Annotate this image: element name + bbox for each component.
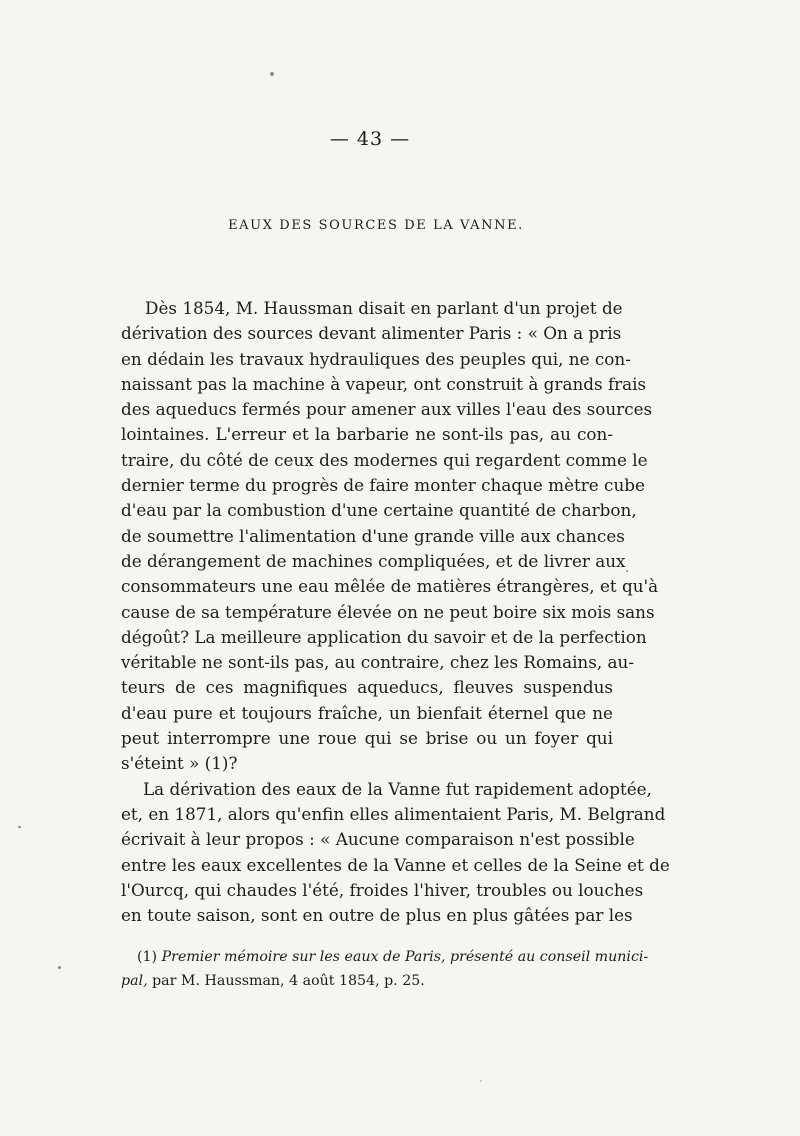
text-line: de dérangement de machines compliquées, et de livrer aux [121, 550, 626, 571]
text-line: La dérivation des eaux de la Vanne fut rapidement adoptée, [143, 778, 652, 799]
text-line: de soumettre l'alimentation d'une grande ville aux chances [121, 525, 625, 546]
text-line: d'eau pure et toujours fraîche, un bienfait éternel que ne [121, 702, 613, 723]
text-line: écrivait à leur propos : « Aucune comparaison n'est possible [121, 829, 635, 850]
text-line: traire, du côté de ceux des modernes qui regardent comme le [121, 449, 648, 470]
footnote-title-continued: pal, [121, 973, 148, 989]
text-line: peut interrompre une roue qui se brise ou un foyer qui [121, 728, 613, 749]
text-line: teurs de ces magnifiques aqueducs, fleuves suspendus [121, 677, 613, 698]
text-line: dernier terme du progrès de faire monter chaque mètre cube [121, 475, 645, 496]
text-line: lointaines. L'erreur et la barbarie ne sont-ils pas, au con- [121, 424, 613, 445]
text-line: Dès 1854, M. Haussman disait en parlant d'un projet de [145, 298, 623, 318]
footnote-title: Premier mémoire sur les eaux de Paris, présenté au conseil munici- [161, 949, 649, 965]
text-line: en dédain les travaux hydrauliques des peuples qui, ne con- [121, 348, 631, 369]
paper-speck [270, 72, 274, 76]
text-line: l'Ourcq, qui chaudes l'été, froides l'hiver, troubles ou louches [121, 879, 644, 900]
paper-speck [18, 826, 21, 828]
text-line: consommateurs une eau mêlée de matières étrangères, et qu'à [121, 576, 659, 597]
footnote-citation: par M. Haussman, 4 août 1854, p. 25. [147, 973, 425, 989]
footnote-line [137, 945, 649, 969]
paper-speck [480, 1080, 482, 1082]
paper-speck [626, 570, 628, 572]
text-line: des aqueducs fermés pour amener aux villes l'eau des sources [121, 399, 653, 420]
page-number: — 43 — [329, 128, 411, 150]
text-line: et, en 1871, alors qu'enfin elles alimentaient Paris, M. Belgrand [121, 803, 666, 824]
section-title: EAUX DES SOURCES DE LA VANNE. [228, 218, 524, 233]
text-line: entre les eaux excellentes de la Vanne et celles de la Seine et de [121, 854, 670, 875]
footnote-marker: (1) [137, 949, 158, 965]
text-line: véritable ne sont-ils pas, au contraire, chez les Romains, au- [121, 652, 635, 673]
text-line: s'éteint » (1)? [121, 753, 238, 774]
text-line: d'eau par la combustion d'une certaine quantité de charbon, [121, 500, 637, 521]
text-line: dérivation des sources devant alimenter Paris : « On a pris [121, 323, 622, 344]
footnote [121, 945, 649, 993]
text-line: naissant pas la machine à vapeur, ont construit à grands frais [121, 373, 647, 394]
footnote-line [121, 969, 613, 993]
text-line: en toute saison, sont en outre de plus en plus gâtées par les [121, 905, 633, 926]
text-line: cause de sa température élevée on ne peut boire six mois sans [121, 601, 655, 622]
paper-speck [58, 966, 61, 969]
text-line: dégoût? La meilleure application du savoir et de la perfection [121, 626, 647, 647]
body-text [121, 296, 670, 928]
